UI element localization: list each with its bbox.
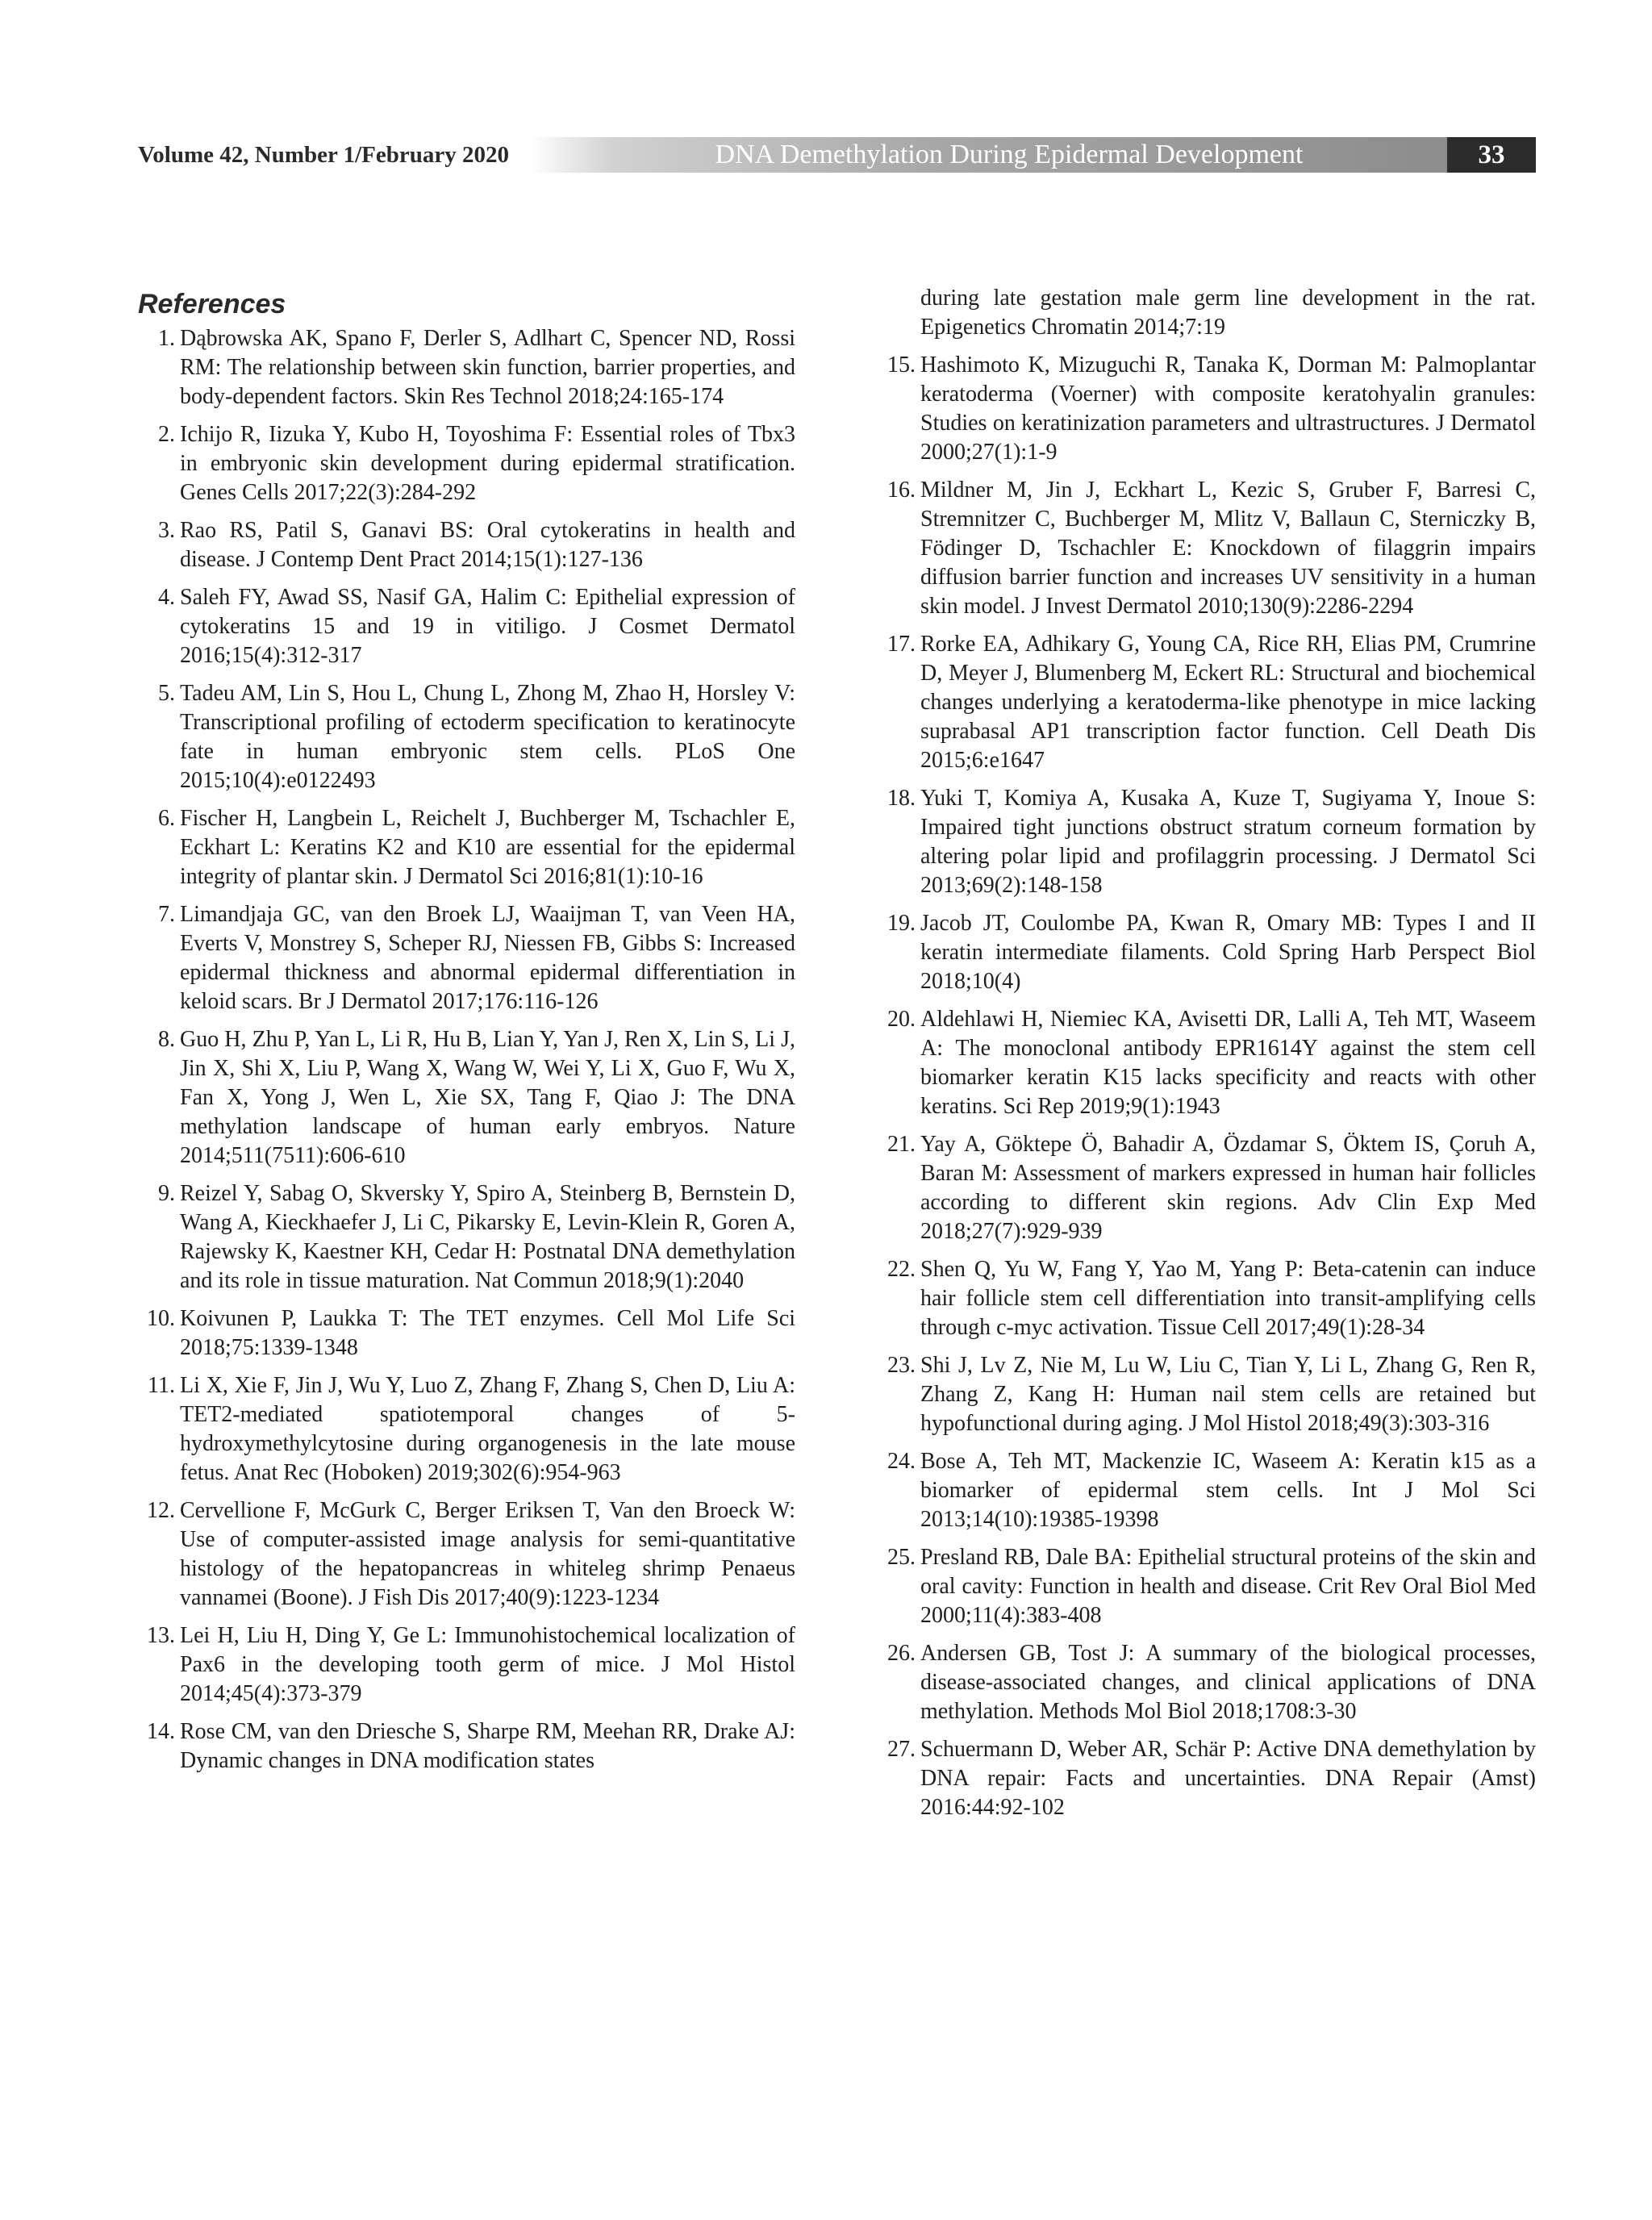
reference-item <box>878 630 1536 775</box>
reference-item <box>878 1255 1536 1342</box>
reference-text: Cervellione F, McGurk C, Berger Eriksen T, Van den Broeck W: Use of computer-assisted image analysis for semi-quantitative histology of the hepatopancreas in whiteleg shrimp Penaeus vannamei (Boone). J Fish Dis 2017;40(9):1223-1234 <box>180 1498 795 1610</box>
reference-text: Andersen GB, Tost J: A summary of the biological processes, disease-associated changes, and clinical applications of DNA methylation. Methods Mol Biol 2018;1708:3-30 <box>920 1641 1536 1724</box>
reference-number: 6. <box>158 806 175 831</box>
reference-text: Fischer H, Langbein L, Reichelt J, Buchberger M, Tschachler E, Eckhart L: Keratins K2 and K10 are essential for the epidermal integrity of plantar skin. J Dermatol Sci 2016;81(1):10-16 <box>180 806 795 889</box>
reference-text: Rao RS, Patil S, Ganavi BS: Oral cytokeratins in health and disease. J Contemp Dent Pract 2014;15(1):127-136 <box>180 518 795 572</box>
reference-item <box>138 679 795 795</box>
reference-text: Koivunen P, Laukka T: The TET enzymes. Cell Mol Life Sci 2018;75:1339-1348 <box>180 1306 795 1360</box>
reference-item <box>878 1130 1536 1246</box>
reference-text: Tadeu AM, Lin S, Hou L, Chung L, Zhong M, Zhao H, Horsley V: Transcriptional profiling of ectoderm specification to keratinocyte fate in human embryonic stem cells. PLoS One 2015;10(4):e0122493 <box>180 681 795 793</box>
right-column <box>878 284 1536 1831</box>
reference-number: 19. <box>887 911 916 936</box>
running-title: DNA Demethylation During Epidermal Development <box>715 140 1304 169</box>
reference-item <box>138 1717 795 1776</box>
reference-item <box>138 1304 795 1362</box>
reference-text: Schuermann D, Weber AR, Schär P: Active DNA demethylation by DNA repair: Facts and uncertainties. DNA Repair (Amst) 2016:44:92-102 <box>920 1737 1536 1820</box>
reference-item <box>878 1543 1536 1630</box>
reference-text: Presland RB, Dale BA: Epithelial structural proteins of the skin and oral cavity: Function in health and disease. Crit Rev Oral Biol Med 2000;11(4):383-408 <box>920 1545 1536 1628</box>
reference-number: 27. <box>887 1737 916 1762</box>
reference-item <box>138 900 795 1016</box>
reference-number: 25. <box>887 1545 916 1570</box>
references-heading: References <box>138 289 286 319</box>
journal-volume: Volume 42, Number 1/February 2020 <box>138 142 509 168</box>
reference-text: Rorke EA, Adhikary G, Young CA, Rice RH, Elias PM, Crumrine D, Meyer J, Blumenberg M, Eckert RL: Structural and biochemical changes underlying a keratoderma-like phenotype in mice lacking suprabasal AP1 transcription factor function. Cell Death Dis 2015;6:e1647 <box>920 632 1536 773</box>
reference-item <box>878 1447 1536 1534</box>
reference-number: 12. <box>147 1498 175 1523</box>
reference-item <box>138 420 795 507</box>
reference-number: 5. <box>158 681 175 706</box>
reference-number: 1. <box>158 326 175 351</box>
reference-text: during late gestation male germ line development in the rat. Epigenetics Chromatin 2014;7:19 <box>920 286 1536 340</box>
left-column <box>138 284 795 1784</box>
reference-number: 20. <box>887 1007 916 1032</box>
reference-item <box>878 784 1536 900</box>
reference-number: 8. <box>158 1027 175 1052</box>
reference-number: 15. <box>887 353 916 378</box>
reference-number: 10. <box>147 1306 175 1331</box>
reference-text: Rose CM, van den Driesche S, Sharpe RM, Meehan RR, Drake AJ: Dynamic changes in DNA modification states <box>180 1719 795 1773</box>
reference-item <box>878 284 1536 342</box>
page-number: 33 <box>1447 137 1536 173</box>
reference-text: Li X, Xie F, Jin J, Wu Y, Luo Z, Zhang F, Zhang S, Chen D, Liu A: TET2-mediated spatiotemporal changes of 5-hydroxymethylcytosine during organogenesis in the late mouse fetus. Anat Rec (Hoboken) 2019;302(6):954-963 <box>180 1373 795 1485</box>
reference-number: 16. <box>887 478 916 503</box>
reference-text: Mildner M, Jin J, Eckhart L, Kezic S, Gruber F, Barresi C, Stremnitzer C, Buchberger M, Mlitz V, Ballaun C, Sterniczky B, Födinger D, Tschachler E: Knockdown of filaggrin impairs diffusion barrier function and increases UV sensitivity in a human skin model. J Invest Dermatol 2010;130(9):2286-2294 <box>920 478 1536 619</box>
reference-item <box>878 1639 1536 1726</box>
reference-text: Reizel Y, Sabag O, Skversky Y, Spiro A, Steinberg B, Bernstein D, Wang A, Kieckhaefer J, Li C, Pikarsky E, Levin-Klein R, Goren A, Rajewsky K, Kaestner KH, Cedar H: Postnatal DNA demethylation and its role in tissue maturation. Nat Commun 2018;9(1):2040 <box>180 1181 795 1293</box>
reference-number: 7. <box>158 902 175 927</box>
reference-number: 21. <box>887 1132 916 1157</box>
reference-number: 22. <box>887 1257 916 1282</box>
reference-text: Limandjaja GC, van den Broek LJ, Waaijman T, van Veen HA, Everts V, Monstrey S, Scheper RJ, Niessen FB, Gibbs S: Increased epidermal thickness and abnormal epidermal differentiation in keloid scars. Br J Dermatol 2017;176:116-126 <box>180 902 795 1014</box>
reference-text: Hashimoto K, Mizuguchi R, Tanaka K, Dorman M: Palmoplantar keratoderma (Voerner) with composite keratohyalin granules: Studies on keratinization parameters and ultrastructures. J Dermatol 2000;27(1):1-9 <box>920 353 1536 465</box>
reference-item <box>138 1371 795 1488</box>
reference-number: 23. <box>887 1353 916 1378</box>
reference-item <box>878 909 1536 996</box>
reference-number: 17. <box>887 632 916 657</box>
reference-text: Yuki T, Komiya A, Kusaka A, Kuze T, Sugiyama Y, Inoue S: Impaired tight junctions obstruct stratum corneum formation by altering polar lipid and profilaggrin processing. J Dermatol Sci 2013;69(2):148-158 <box>920 786 1536 898</box>
reference-text: Guo H, Zhu P, Yan L, Li R, Hu B, Lian Y, Yan J, Ren X, Lin S, Li J, Jin X, Shi X, Liu P, Wang X, Wang W, Wei Y, Li X, Guo F, Wu X, Fan X, Yong J, Wen L, Xie SX, Tang F, Qiao J: The DNA methylation landscape of human early embryos. Nature 2014;511(7511):606-610 <box>180 1027 795 1168</box>
reference-item <box>878 351 1536 467</box>
reference-number: 9. <box>158 1181 175 1206</box>
reference-text: Yay A, Göktepe Ö, Bahadir A, Özdamar S, Öktem IS, Çoruh A, Baran M: Assessment of markers expressed in human hair follicles according to different skin regions. Adv Clin Exp Med 2018;27(7):929-939 <box>920 1132 1536 1244</box>
reference-number: 18. <box>887 786 916 811</box>
reference-text: Dąbrowska AK, Spano F, Derler S, Adlhart C, Spencer ND, Rossi RM: The relationship between skin function, barrier properties, and body-dependent factors. Skin Res Technol 2018;24:165-174 <box>180 326 795 409</box>
reference-item <box>138 1025 795 1171</box>
reference-item <box>878 1005 1536 1121</box>
reference-text: Lei H, Liu H, Ding Y, Ge L: Immunohistochemical localization of Pax6 in the developing tooth germ of mice. J Mol Histol 2014;45(4):373-379 <box>180 1623 795 1706</box>
reference-item <box>138 516 795 574</box>
reference-number: 13. <box>147 1623 175 1648</box>
reference-item <box>138 804 795 891</box>
reference-item <box>138 324 795 411</box>
reference-item <box>878 1351 1536 1438</box>
reference-number: 24. <box>887 1449 916 1474</box>
reference-number: 4. <box>158 585 175 610</box>
reference-list-right <box>878 284 1536 1822</box>
reference-text: Saleh FY, Awad SS, Nasif GA, Halim C: Epithelial expression of cytokeratins 15 and 19 in vitiligo. J Cosmet Dermatol 2016;15(4):312-317 <box>180 585 795 668</box>
reference-text: Shen Q, Yu W, Fang Y, Yao M, Yang P: Beta-catenin can induce hair follicle stem cell differentiation into transit-amplifying cells through c-myc activation. Tissue Cell 2017;49(1):28-34 <box>920 1257 1536 1340</box>
reference-item <box>138 583 795 670</box>
reference-text: Aldehlawi H, Niemiec KA, Avisetti DR, Lalli A, Teh MT, Waseem A: The monoclonal antibody EPR1614Y against the stem cell biomarker keratin K15 lacks specificity and reacts with other keratins. Sci Rep 2019;9(1):1943 <box>920 1007 1536 1119</box>
reference-item <box>138 1179 795 1296</box>
reference-number: 2. <box>158 422 175 447</box>
running-header <box>138 134 1536 176</box>
reference-text: Bose A, Teh MT, Mackenzie IC, Waseem A: Keratin k15 as a biomarker of epidermal stem cells. Int J Mol Sci 2013;14(10):19385-19398 <box>920 1449 1536 1532</box>
reference-number: 26. <box>887 1641 916 1666</box>
reference-item <box>138 1621 795 1709</box>
reference-text: Ichijo R, Iizuka Y, Kubo H, Toyoshima F: Essential roles of Tbx3 in embryonic skin development during epidermal stratification. Genes Cells 2017;22(3):284-292 <box>180 422 795 505</box>
reference-item <box>138 1496 795 1613</box>
reference-item <box>878 1735 1536 1822</box>
reference-item <box>878 476 1536 621</box>
reference-text: Shi J, Lv Z, Nie M, Lu W, Liu C, Tian Y, Li L, Zhang G, Ren R, Zhang Z, Kang H: Human nail stem cells are retained but hypofunctional during aging. J Mol Histol 2018;49(3):303-316 <box>920 1353 1536 1436</box>
reference-text: Jacob JT, Coulombe PA, Kwan R, Omary MB: Types I and II keratin intermediate filaments. Cold Spring Harb Perspect Biol 2018;10(4) <box>920 911 1536 994</box>
reference-list-left <box>138 324 795 1776</box>
reference-number: 14. <box>147 1719 175 1744</box>
reference-number: 3. <box>158 518 175 543</box>
reference-number: 11. <box>148 1373 175 1398</box>
